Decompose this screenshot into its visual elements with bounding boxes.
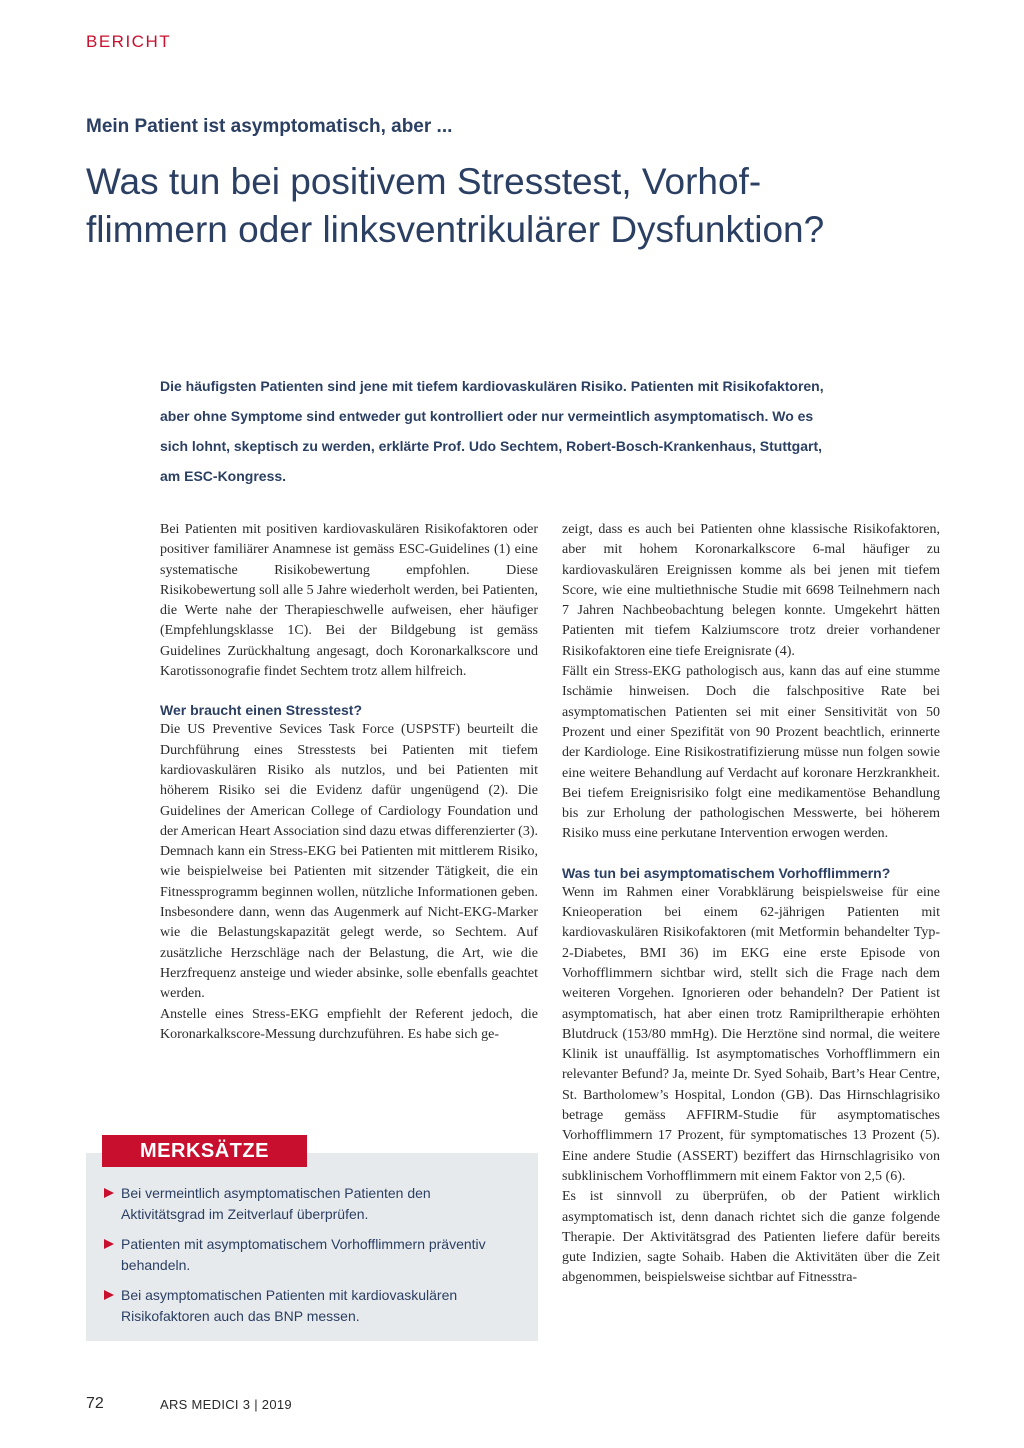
headline-line: Was tun bei positivem Stresstest, Vorhof- <box>86 161 762 202</box>
subheading-stresstest: Wer braucht einen Stresstest? <box>160 702 363 719</box>
body-paragraph: Wenn im Rahmen einer Vorabklärung beispielsweise für eine Knieoperation bei einem 62-jährigen Patienten mit kardiovaskulären Risikofaktoren (mit Metformin behandelter Typ-2-Diabetes, BMI 36) im EKG eine erste Episode von Vorhofflimmern sichtbar wird, stellt sich die Frage nach dem weiteren Vorgehen. Ignorieren oder behandeln? Der Patient ist asymptomatisch, hat aber einen trotz Ramipriltherapie erhöhten Blutdruck (153/80 mmHg). Die Herztöne sind normal, die weitere Klinik ist unauffällig. Ist asymptomatisches Vorhofflimmern ein relevanter Befund? Ja, meinte Dr. Syed Sohaib, Bart’s Hear Centre, St. Bartholomew’s Hospital, London (GB). Das Hirnschlagrisiko betrage gemäss AFFIRM-Studie für asymptomatisches Vorhofflimmern 17 Prozent, für symptomatisches 13 Prozent (5). Eine andere Studie (ASSERT) beziffert das Hirnschlagrisiko von subklinischem Vorhofflimmern mit einem Faktor von 2,5 (6). <box>562 884 940 1184</box>
lead-line: sich lohnt, skeptisch zu werden, erklärte Prof. Udo Sechtem, Robert-Bosch-Krankenhaus, Stuttgart, <box>160 438 823 454</box>
headline-line: flimmern oder linksventrikulärer Dysfunktion? <box>86 209 825 250</box>
merksaetze-item-text: Patienten mit asymptomatischem Vorhofflimmern präventiv behandeln. <box>121 1236 486 1273</box>
merksaetze-item <box>104 1183 504 1225</box>
merksaetze-item-text: Bei vermeintlich asymptomatischen Patienten den Aktivitätsgrad im Zeitverlauf überprüfen. <box>121 1185 431 1222</box>
triangle-bullet-icon <box>104 1239 114 1249</box>
merksaetze-item <box>104 1234 504 1276</box>
article-headline <box>86 158 966 254</box>
magazine-issue: ARS MEDICI 3 | 2019 <box>160 1397 292 1412</box>
triangle-bullet-icon <box>104 1188 114 1198</box>
article-kicker: Mein Patient ist asymptomatisch, aber ... <box>86 116 453 137</box>
body-column-right <box>562 520 940 1289</box>
body-paragraph: Anstelle eines Stress-EKG empfiehlt der Referent jedoch, die Koronarkalkscore-Messung durchzuführen. Es habe sich ge- <box>160 1006 538 1042</box>
lead-line: am ESC-Kongress. <box>160 468 287 484</box>
lead-line: Die häufigsten Patienten sind jene mit tiefem kardiovaskulären Risiko. Patienten mit Risikofaktoren, <box>160 378 824 394</box>
body-paragraph: zeigt, dass es auch bei Patienten ohne klassische Risikofaktoren, aber mit hohem Koronarkalkscore 6-mal häufiger zu kardiovaskulären Ereignissen komme als bei jenen mit tiefem Score, wie eine multiethnische Studie mit 6698 Teilnehmern nach 7 Jahren Nachbeobachtung belegen konnte. Umgekehrt hätten Patienten mit tiefem Kalziumscore trotz dreier vorhandener Risikofaktoren eine tiefe Ereignisrate (4). <box>562 522 940 659</box>
body-paragraph: Es ist sinnvoll zu überprüfen, ob der Patient wirklich asymptomatisch ist, denn danach richtet sich die ganze folgende Therapie. Der Aktivitätsgrad des Patienten liefere dafür bereits gute Indizien, sagte Sohaib. Haben die Aktivitäten über die Zeit abgenommen, beispielsweise sichtbar auf Fitnesstra- <box>562 1189 940 1286</box>
merksaetze-title: MERKSÄTZE <box>102 1135 307 1167</box>
article-lead <box>160 371 938 491</box>
merksaetze-list <box>104 1183 504 1336</box>
lead-line: aber ohne Symptome sind entweder gut kontrolliert oder nur vermeintlich asymptomatisch. Wo es <box>160 408 814 424</box>
body-paragraph: Die US Preventive Sevices Task Force (USPSTF) beurteilt die Durchführung eines Stresstests bei Patienten mit tiefem kardiovaskulären Risiko als nutzlos, und bei Patienten mit höherem Risiko sei die Evidenz dafür ungenügend (2). Die Guidelines der American College of Cardiology Foundation und der American Heart Association sind dazu etwas differenzierter (3). Demnach kann ein Stress-EKG bei Patienten mit mittlerem Risiko, wie beispielweise bei Patienten mit sitzender Tätigkeit, die ein Fitnessprogramm beginnen wollen, nützliche Informationen geben. Insbesondere dann, wenn das Augenmerk auf Nicht-EKG-Marker wie die Belastungskapazität gelegt werde, so Sechtem. Auf zusätzliche Herzschläge nach der Belastung, die Art, wie die Herzfrequenz ansteige und wieder absinke, solle ebenfalls geachtet werden. <box>160 722 538 1002</box>
triangle-bullet-icon <box>104 1290 114 1300</box>
page-number: 72 <box>86 1395 104 1412</box>
merksaetze-item <box>104 1285 504 1327</box>
merksaetze-item-text: Bei asymptomatischen Patienten mit kardiovaskulären Risikofaktoren auch das BNP messen. <box>121 1287 458 1324</box>
body-paragraph: Fällt ein Stress-EKG pathologisch aus, kann das auf eine stumme Ischämie hinweisen. Doch die falschpositive Rate bei asymptomatischen Patienten sei mit einer Sensitivität von 50 Prozent und einer Spezifität von 90 Prozent beachtlich, erinnerte der Kardiologe. Eine Risikostratifizierung müsse nun folgen sowie eine weitere Behandlung auf Verdacht auf koronare Herzkrankheit. Bei tiefem Ereignisrisiko folgt eine medikamentöse Behandlung bis zur Erholung der pathologischen Messwerte, bei höherem Risiko muss eine perkutane Intervention erwogen werden. <box>562 664 940 842</box>
body-column-left <box>160 520 538 1045</box>
subheading-vorhofflimmern: Was tun bei asymptomatischem Vorhofflimmern? <box>562 864 891 881</box>
body-paragraph: Bei Patienten mit positiven kardiovaskulären Risikofaktoren oder positiver familiärer Anamnese ist gemäss ESC-Guidelines (1) eine systematische Risikobewertung empfohlen. Diese Risikobewertung soll alle 5 Jahre wiederholt werden, bei Patienten, die Werte nahe der Therapieschwelle aufweisen, eher häufiger (Empfehlungsklasse 1C). Bei der Bildgebung ist gemäss Guidelines Zurückhaltung angesagt, doch Koronarkalkscore und Karotissonografie findet Sechtem trotz allem hilfreich. <box>160 522 538 680</box>
section-label: BERICHT <box>86 32 172 51</box>
